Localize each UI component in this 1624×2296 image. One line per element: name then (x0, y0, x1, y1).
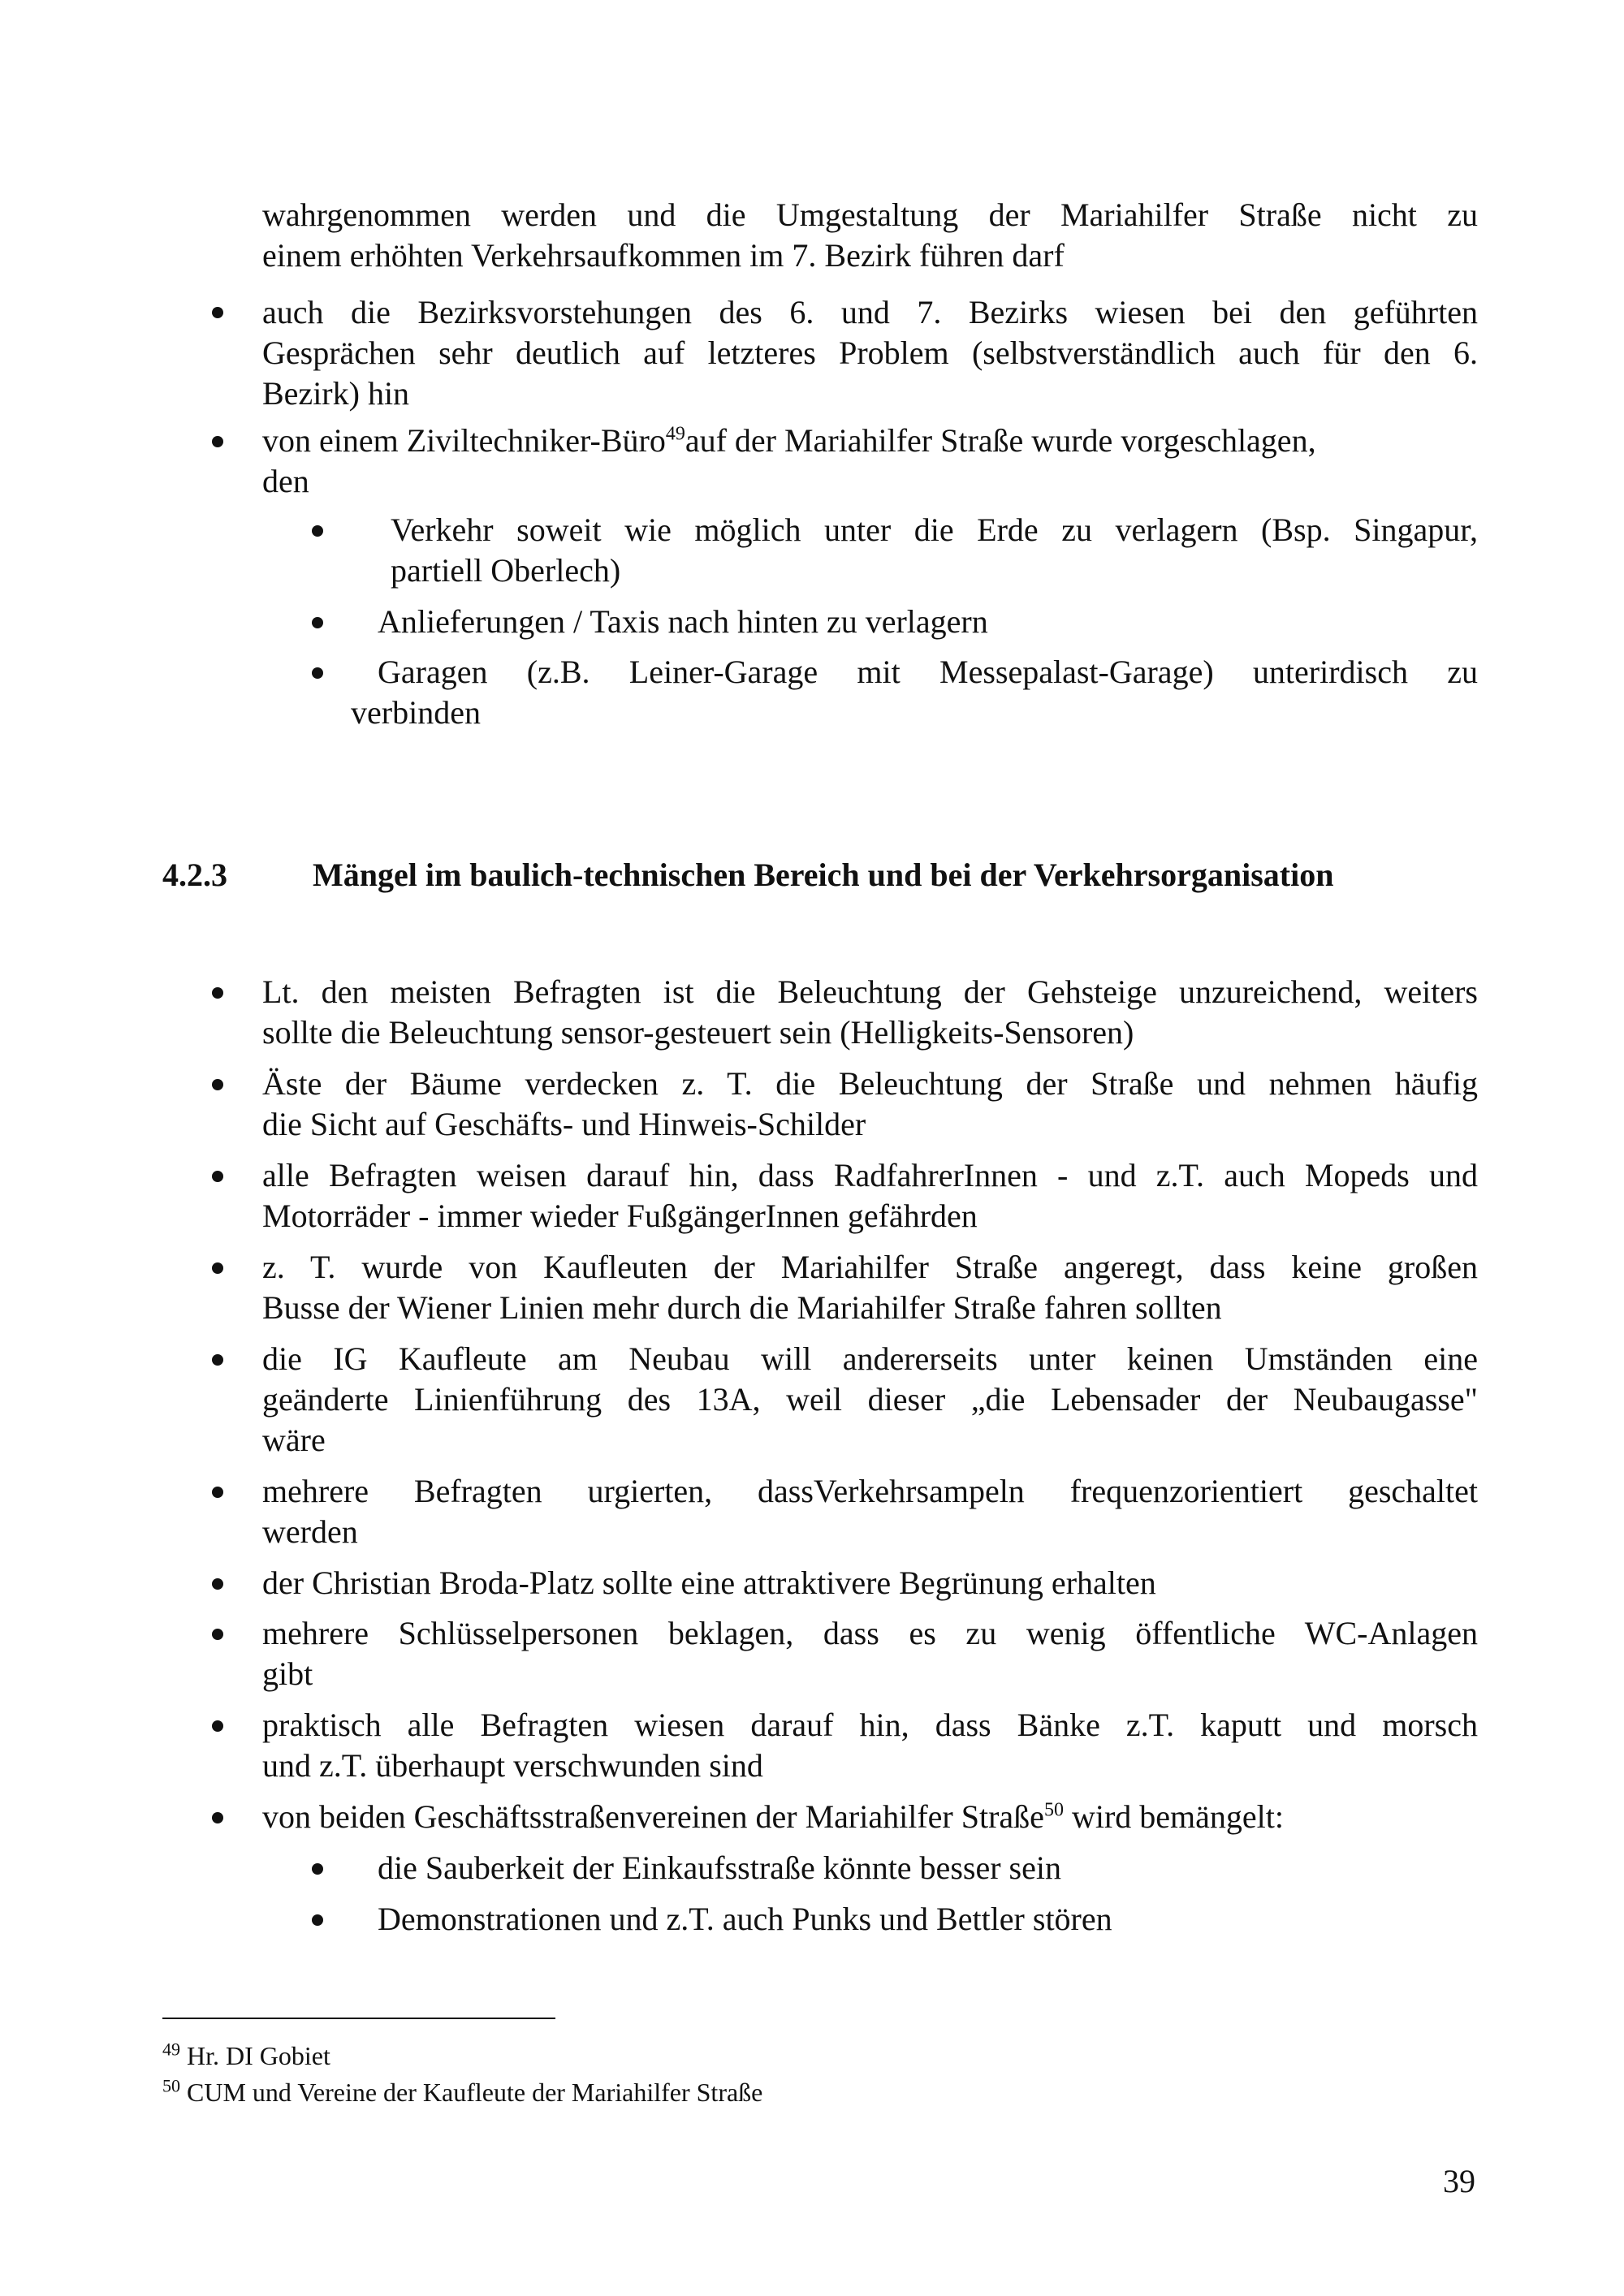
bullet-icon (212, 1171, 223, 1182)
bullet-icon (212, 307, 223, 318)
bullet-icon (212, 987, 223, 999)
sub-list-item-line: partiell Oberlech) (391, 552, 621, 589)
list-item-line: Busse der Wiener Linien mehr durch die Mariahilfer Straße fahren sollten (262, 1289, 1222, 1326)
list-item-line: mehrere Schlüsselpersonen beklagen, dass es zu wenig öffentliche WC-Anlagen (262, 1615, 1478, 1651)
bullet-icon (212, 1354, 223, 1366)
list-item-line: der Christian Broda-Platz sollte eine attraktivere Begrünung erhalten (262, 1564, 1156, 1601)
list-item-line: auch die Bezirksvorstehungen des 6. und 7. Bezirks wiesen bei den geführten (262, 294, 1478, 330)
section-number: 4.2.3 (162, 857, 227, 893)
sub-list-item-line: Verkehr soweit wie möglich unter die Erde zu verlagern (Bsp. Singapur, (391, 511, 1478, 548)
list-item-line (262, 421, 1478, 461)
list-item-line: gibt (262, 1655, 313, 1692)
list-item-line: mehrere Befragten urgierten, dassVerkehrsampeln frequenzorientiert geschaltet (262, 1473, 1478, 1509)
bullet-icon (212, 1812, 223, 1823)
paragraph-line: einem erhöhten Verkehrsaufkommen im 7. Bezirk führen darf (262, 237, 1065, 274)
list-item-line: praktisch alle Befragten wiesen darauf hin, dass Bänke z.T. kaputt und morsch (262, 1707, 1478, 1743)
bullet-icon (212, 1079, 223, 1090)
sub-list-item-line: die Sauberkeit der Einkaufsstraße könnte besser sein (378, 1849, 1061, 1886)
list-item-line: alle Befragten weisen darauf hin, dass RadfahrerInnen - und z.T. auch Mopeds und (262, 1157, 1478, 1193)
footnote-ref[interactable]: 49 (665, 423, 685, 445)
sub-list-item-line: verbinden (351, 694, 481, 731)
list-item-line: Lt. den meisten Befragten ist die Beleuchtung der Gehsteige unzureichend, weiters (262, 973, 1478, 1010)
list-item-line: Äste der Bäume verdecken z. T. die Beleuchtung der Straße und nehmen häufig (262, 1065, 1478, 1102)
footnote-49: $^{49}$ Hr. DI Gobiet (162, 2039, 330, 2070)
section-title: Mängel im baulich-technischen Bereich und bei der Verkehrsorganisation (313, 857, 1334, 893)
sub-list-item-line: Demonstrationen und z.T. auch Punks und Bettler stören (378, 1901, 1112, 1937)
list-item-line: geänderte Linienführung des 13A, weil dieser „die Lebensader der Neubaugasse" (262, 1381, 1478, 1418)
bullet-icon (212, 1720, 223, 1732)
footnote-50: $^{50}$ CUM und Vereine der Kaufleute der Mariahilfer Straße (162, 2075, 763, 2107)
bullet-icon (212, 1629, 223, 1640)
list-item-line: wäre (262, 1422, 326, 1458)
bullet-icon (312, 617, 323, 628)
bullet-icon (212, 1578, 223, 1590)
bullet-icon (312, 667, 323, 679)
list-item-line: die IG Kaufleute am Neubau will andererseits unter keinen Umständen eine (262, 1340, 1478, 1377)
list-item-line: und z.T. überhaupt verschwunden sind (262, 1747, 763, 1784)
bullet-icon (312, 1914, 323, 1926)
page-number: 39 (1443, 2163, 1475, 2199)
footnote-divider (162, 2018, 555, 2019)
footnote-ref[interactable]: 50 (1043, 1799, 1064, 1821)
paragraph-line: wahrgenommen werden und die Umgestaltung der Mariahilfer Straße nicht zu (262, 196, 1478, 233)
list-item-line: z. T. wurde von Kaufleuten der Mariahilfer Straße angeregt, dass keine großen (262, 1249, 1478, 1285)
bullet-icon (212, 1262, 223, 1274)
list-item-line: sollte die Beleuchtung sensor-gesteuert sein (Helligkeits-Sensoren) (262, 1014, 1134, 1051)
bullet-icon (212, 436, 223, 447)
list-item-line: Motorräder - immer wieder FußgängerInnen gefährden (262, 1198, 978, 1234)
list-item-line: Gesprächen sehr deutlich auf letzteres Problem (selbstverständlich auch für den 6. (262, 334, 1478, 371)
list-item-line: werden (262, 1513, 358, 1550)
bullet-icon (312, 1863, 323, 1875)
list-item-line: Bezirk) hin (262, 375, 410, 412)
sub-list-item-line: Garagen (z.B. Leiner-Garage mit Messepalast-Garage) unterirdisch zu (378, 654, 1478, 690)
list-item-line: den (262, 463, 309, 499)
list-item-line: die Sicht auf Geschäfts- und Hinweis-Schilder (262, 1106, 866, 1142)
bullet-icon (212, 1487, 223, 1498)
sub-list-item-line: Anlieferungen / Taxis nach hinten zu verlagern (378, 603, 988, 640)
text-run: von einem Ziviltechniker-Büro$^{49}$auf der Mariahilfer Straße wurde vorgeschlagen, (262, 422, 1316, 459)
bullet-icon (312, 525, 323, 537)
list-item-line: von beiden Geschäftsstraßenvereinen der Mariahilfer Straße$^{50}$ wird bemängelt: (262, 1798, 1284, 1835)
